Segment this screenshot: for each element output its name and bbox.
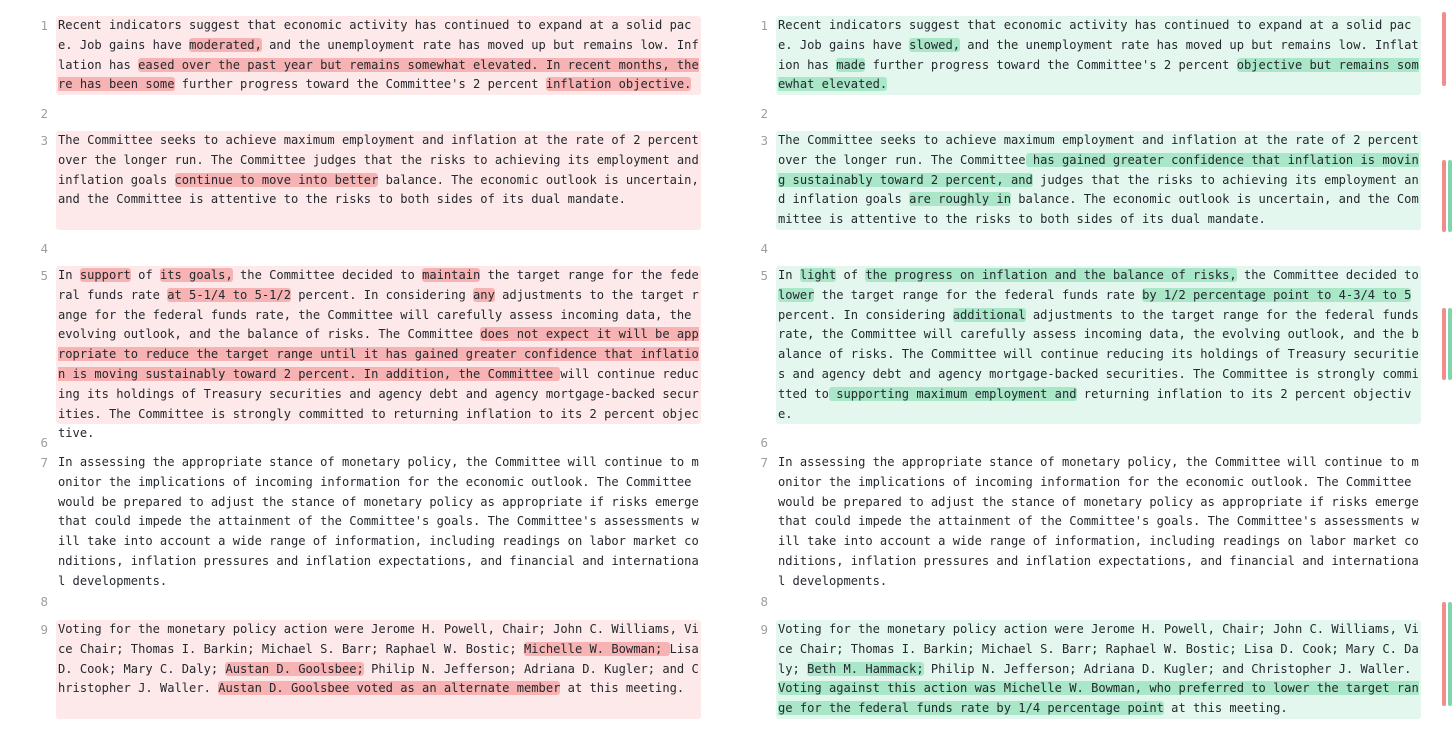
line-number: 8 [40, 594, 48, 609]
text-segment: In assessing the appropriate stance of monetary policy, the Committee will continue to monitor the implications of incoming information for the economic outlook. The Committee would be prepared to adjust the stance of monetary policy as appropriate if risks emerge that could impede the attainment of the Committee's goals. The Committee's assessments will take into account a wide range of information, including readings on labor market conditions, inflation pressures and inflation expectations, and financial and international developments. [778, 455, 1427, 588]
added-text-highlight: are roughly in [909, 192, 1011, 207]
text-segment: In assessing the appropriate stance of monetary policy, the Committee will continue to monitor the implications of incoming information for the economic outlook. The Committee would be prepared to adjust the stance of monetary policy as appropriate if risks emerge that could impede the attainment of the Committee's goals. The Committee's assessments will take into account a wide range of information, including readings on labor market conditions, inflation pressures and inflation expectations, and financial and international developments. [58, 455, 707, 588]
minimap-change-marker[interactable] [1442, 12, 1446, 86]
line-number: 1 [760, 18, 768, 33]
removed-text-highlight: continue to move into better [174, 172, 379, 187]
added-text-highlight: Beth M. Hammack; [807, 661, 924, 676]
text-segment: the target range for the federal funds rate [814, 287, 1143, 302]
minimap-change-marker[interactable] [1442, 602, 1446, 706]
line-text[interactable] [778, 16, 1420, 95]
text-segment: further progress toward the Committee's 2 percent [174, 77, 546, 92]
removed-text-highlight: its goals, [159, 268, 233, 282]
minimap-change-marker[interactable] [1448, 602, 1452, 706]
right-diff-line-6 [720, 433, 1436, 453]
line-number: 3 [40, 133, 48, 148]
text-segment: Recent indicators suggest that economic activity has continued to expand at a solid pace. Job gains have [778, 18, 1412, 52]
removed-text-highlight: eased over the past year but remains somewhat elevated. In recent months, there has been some [58, 57, 699, 92]
text-segment: and the unemployment rate has moved up but remains low. Inflation has [58, 37, 699, 72]
removed-text-highlight: support [79, 268, 131, 282]
added-text-highlight: light [799, 268, 837, 282]
right-diff-line-4 [720, 239, 1436, 259]
line-text[interactable] [778, 620, 1420, 719]
line-text[interactable] [58, 131, 707, 210]
line-number: 7 [760, 455, 768, 470]
right-diff-line-7 [720, 453, 1436, 592]
line-number: 2 [760, 106, 768, 121]
added-text-highlight: lower [778, 287, 815, 302]
text-segment: at this meeting. [560, 681, 685, 696]
minimap-change-marker[interactable] [1442, 160, 1446, 232]
text-segment: percent. In considering [291, 287, 474, 302]
line-text[interactable] [778, 266, 1427, 424]
line-text[interactable] [58, 16, 700, 95]
text-segment: will continue reducing its holdings of Treasury securities and agency debt and agency mortgage-backed securities. The Committee is strongly committed to returning inflation to its 2 percent objective. [58, 366, 699, 441]
removed-text-highlight: moderated, [189, 37, 262, 52]
text-segment: the Committee decided to [232, 268, 423, 282]
right-diff-line-2 [720, 104, 1436, 124]
added-text-highlight: has gained greater confidence that inflation is moving sustainably toward 2 percent, and [778, 152, 1419, 187]
line-number: 3 [760, 133, 768, 148]
removed-text-highlight: any [473, 287, 495, 302]
text-segment: Voting for the monetary policy action were Jerome H. Powell, Chair; John C. Williams, Vice Chair; Thomas I. Barkin; Michael S. Barr; Raphael W. Bostic; Lisa D. Cook; Mary C. Daly; [778, 622, 1419, 676]
added-text-highlight: Voting against this action was Michelle W. Bowman, who preferred to lower the target range for the federal funds rate by 1/4 percentage point [778, 681, 1419, 716]
removed-text-highlight: at 5-1/4 to 5-1/2 [167, 287, 291, 302]
line-number: 1 [40, 18, 48, 33]
right-diff-line-5 [720, 266, 1436, 424]
text-segment: of [130, 268, 160, 282]
line-text[interactable] [58, 620, 707, 699]
line-number: 7 [40, 455, 48, 470]
text-segment: and the unemployment rate has moved up but remains low. Inflation has [778, 37, 1419, 72]
left-diff-line-2 [0, 104, 716, 124]
left-diff-line-3 [0, 131, 716, 230]
line-number: 9 [760, 622, 768, 637]
left-diff-line-7 [0, 453, 716, 592]
removed-text-highlight: inflation objective. [545, 77, 692, 92]
text-segment: percent. In considering [778, 287, 1419, 322]
added-text-highlight: objective but remains somewhat elevated. [778, 57, 1419, 92]
text-segment: Recent indicators suggest that economic activity has continued to expand at a solid pace. Job gains have [58, 18, 692, 52]
text-segment: of [836, 268, 866, 282]
text-segment: adjustments to the target range for the federal funds rate, the Committee will carefully assess incoming data, the evolving outlook, and the balance of risks. The Committee will continue reducing its holdings of Treasury securities and agency debt and agency mortgage-backed securities. The Committee is strongly committed to [778, 307, 1427, 401]
left-diff-line-9 [0, 620, 716, 719]
text-segment: Philip N. Jefferson; Adriana D. Kugler; and Christopher J. Waller. [923, 661, 1419, 676]
right-diff-line-3 [720, 131, 1436, 230]
line-number: 4 [40, 241, 48, 256]
left-diff-line-4 [0, 239, 716, 259]
line-number: 9 [40, 622, 48, 637]
text-segment: The Committee seeks to achieve maximum employment and inflation at the rate of 2 percent over the longer run. The Committee judges that the risks to achieving its employment and inflation goals [58, 133, 707, 187]
line-number: 6 [40, 435, 48, 450]
added-text-highlight: made [836, 57, 866, 72]
text-segment: Lisa D. Cook; Mary C. Daly; [58, 641, 707, 676]
text-segment: Philip N. Jefferson; Adriana D. Kugler; and Christopher J. Waller. [58, 661, 699, 696]
text-segment: judges that the risks to achieving its employment and inflation goals [778, 172, 1419, 207]
left-diff-line-8 [0, 592, 716, 612]
removed-text-highlight: Austan D. Goolsbee voted as an alternate member [218, 681, 561, 696]
line-number: 4 [760, 241, 768, 256]
text-segment: Voting for the monetary policy action were Jerome H. Powell, Chair; John C. Williams, Vice Chair; Thomas I. Barkin; Michael S. Barr; Raphael W. Bostic; [58, 622, 699, 656]
removed-text-highlight: does not expect it will be appropriate to reduce the target range until it has gained greater confidence that inflation is moving sustainably toward 2 percent. In addition, the Committee [58, 327, 699, 381]
added-text-highlight: the progress on inflation and the balance of risks, [865, 268, 1237, 282]
right-diff-line-8 [720, 592, 1436, 612]
added-text-highlight: supporting maximum employment and [828, 386, 1077, 401]
left-diff-pane[interactable] [0, 0, 716, 735]
text-segment: further progress toward the Committee's 2 percent [865, 57, 1237, 72]
added-text-highlight: additional [952, 307, 1026, 322]
removed-text-highlight: Austan D. Goolsbee; [225, 661, 364, 676]
text-segment: adjustments to the target range for the federal funds rate, the Committee will carefully assess incoming data, the evolving outlook, and the balance of risks. The Committee [58, 287, 699, 342]
text-segment: In [58, 268, 80, 282]
left-diff-line-5 [0, 266, 716, 441]
line-text[interactable] [58, 266, 700, 444]
text-segment: the target range for the federal funds rate [58, 268, 699, 302]
line-number: 5 [760, 268, 768, 283]
text-segment: returning inflation to its 2 percent objective. [778, 386, 1412, 421]
line-number: 6 [760, 435, 768, 450]
left-diff-line-1 [0, 16, 716, 95]
removed-text-highlight: Michelle W. Bowman; [524, 641, 670, 656]
text-segment: The Committee seeks to achieve maximum employment and inflation at the rate of 2 percent over the longer run. The Committee [778, 133, 1427, 167]
text-segment: balance. The economic outlook is uncertain, and the Committee is attentive to the risks to both sides of its dual mandate. [778, 192, 1419, 227]
line-text[interactable] [778, 131, 1427, 230]
minimap-change-marker[interactable] [1448, 160, 1452, 232]
text-segment: In [778, 268, 800, 282]
line-number: 8 [760, 594, 768, 609]
line-text[interactable] [58, 453, 707, 592]
minimap-change-marker[interactable] [1442, 308, 1446, 380]
added-text-highlight: by 1/2 percentage point to 4-3/4 to 5 [1142, 287, 1412, 302]
line-text[interactable] [778, 453, 1427, 592]
text-segment: at this meeting. [1163, 701, 1288, 716]
line-number: 2 [40, 106, 48, 121]
text-segment: the Committee decided to [1236, 268, 1427, 282]
right-diff-pane[interactable] [720, 0, 1436, 735]
text-segment: balance. The economic outlook is uncertain, and the Committee is attentive to the risks to both sides of its dual mandate. [58, 172, 707, 207]
right-diff-line-9 [720, 620, 1436, 719]
added-text-highlight: slowed, [909, 37, 961, 52]
line-number: 5 [40, 268, 48, 283]
right-diff-line-1 [720, 16, 1436, 95]
removed-text-highlight: maintain [422, 268, 481, 282]
left-diff-line-6 [0, 433, 716, 453]
minimap-change-marker[interactable] [1448, 308, 1452, 380]
